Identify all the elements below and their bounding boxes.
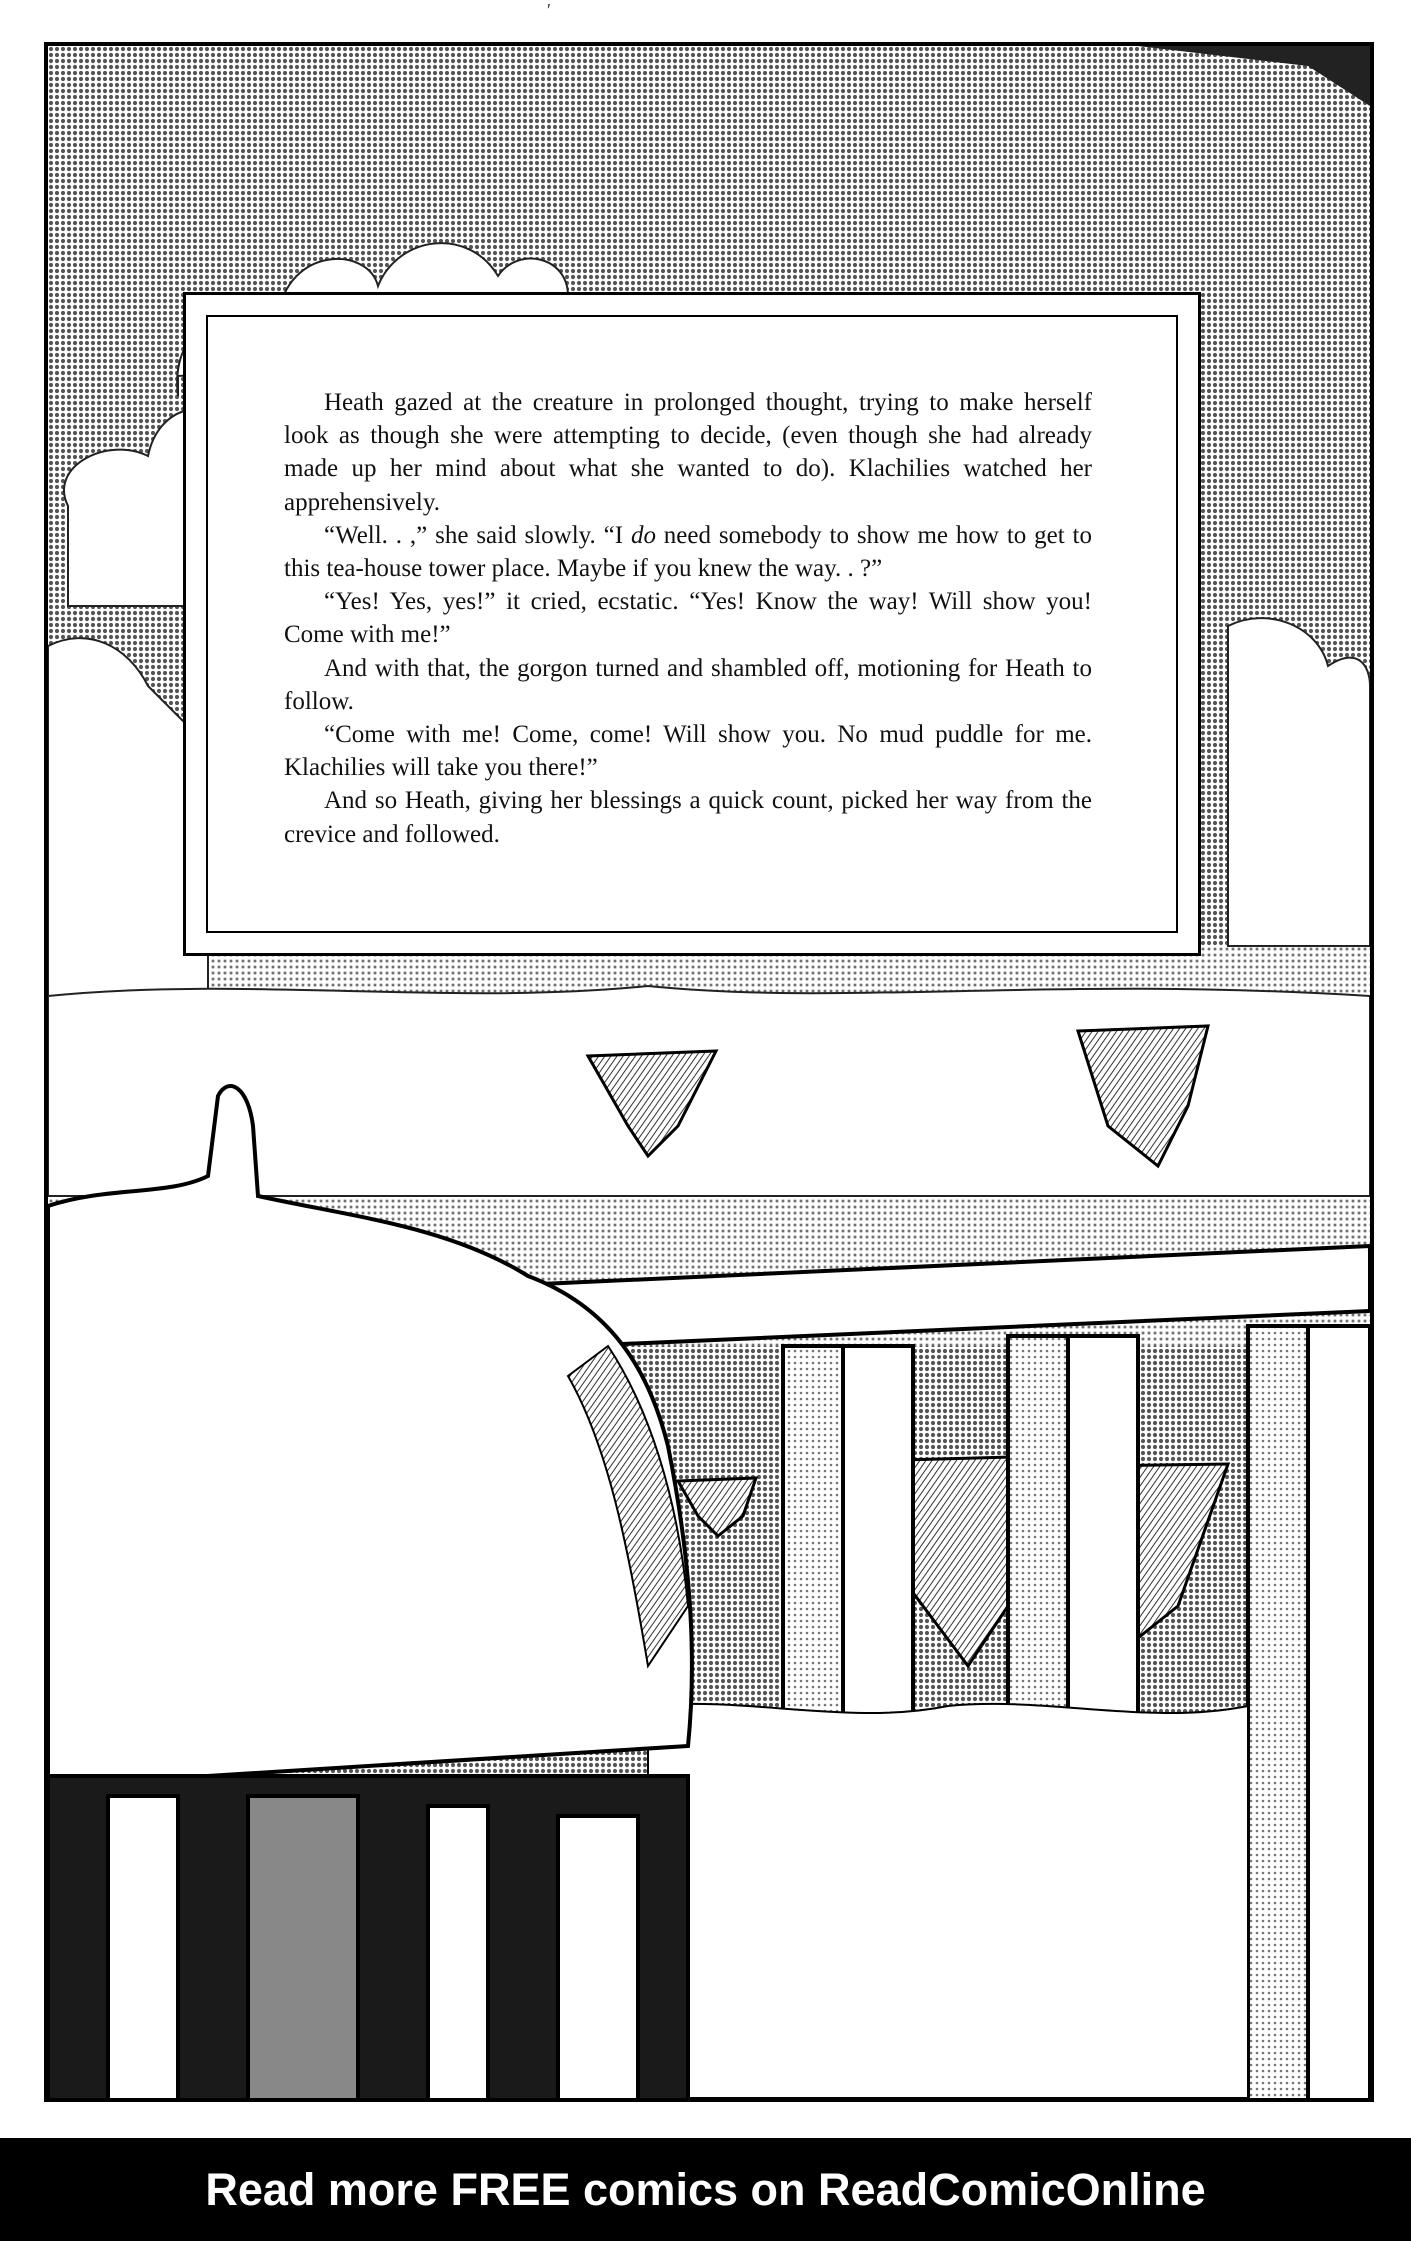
narration-paragraph: And so Heath, giving her blessings a quick count, picked her way from the crevice and followed. [284, 787, 1092, 848]
promo-banner[interactable] [0, 2138, 1411, 2241]
narration-paragraph: Heath gazed at the creature in prolonged thought, trying to make herself look as though she were attempting to decide, (even though she had already made up her mind about what she wanted to do). Klachilies watched her apprehensively. [284, 389, 1092, 516]
narration-paragraph: “Well. . ,” she said slowly. “I do need somebody to show me how to get to this tea-house tower place. Maybe if you knew the way. . ?” [284, 521, 1092, 583]
narration-paragraph: “Come with me! Come, come! Will show you. No mud puddle for me. Klachilies will take you there!” [284, 721, 1092, 782]
narration-text [284, 386, 1092, 851]
narration-paragraph: And with that, the gorgon turned and shambled off, motioning for Heath to follow. [284, 654, 1092, 715]
page-mark: ′ [547, 0, 551, 20]
narration-paragraph: “Yes! Yes, yes!” it cried, ecstatic. “Yes! Know the way! Will show you! Come with me!” [284, 588, 1092, 649]
lower-columns [48, 1776, 688, 2098]
distant-plain [648, 1704, 1248, 2098]
promo-banner-text[interactable]: Read more FREE comics on ReadComicOnline [205, 2163, 1206, 2215]
